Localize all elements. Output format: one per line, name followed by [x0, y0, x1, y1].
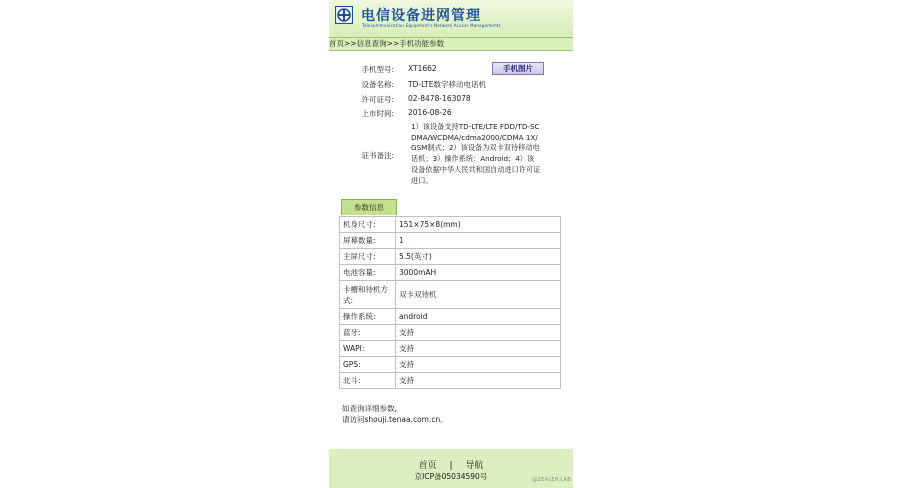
tab-param-info[interactable]: 参数信息 — [341, 199, 397, 215]
model-label: 手机型号: — [361, 65, 394, 74]
table-row — [340, 325, 561, 341]
phone-photo-button[interactable]: 手机图片 — [492, 62, 544, 75]
param-key: 操作系统: — [340, 309, 396, 325]
param-value: 5.5(英寸) — [396, 249, 561, 265]
table-row — [340, 265, 561, 281]
cert-note-value: 1）该设备支持TD-LTE/LTE FDD/TD-SCDMA/WCDMA/cdma2000/CDMA 1X/GSM制式；2）该设备为双卡双待移动电话机；3）操作系统：Android；4）该设备依据中华人民共和国自动进口许可证进口。 — [411, 122, 541, 185]
table-row — [340, 373, 561, 389]
breadcrumb-separator: >> — [344, 39, 357, 48]
param-value: 支持 — [396, 325, 561, 341]
breadcrumb-query-link[interactable]: 信息查询 — [356, 39, 387, 48]
param-value: android — [396, 309, 561, 325]
table-row — [340, 281, 561, 309]
more-info-link[interactable]: 请访问shouji.tenaa.com.cn。 — [342, 415, 448, 424]
breadcrumb-separator: >> — [386, 39, 400, 48]
breadcrumb-home-link[interactable]: 首页 — [329, 39, 344, 48]
mobile-page — [329, 0, 573, 488]
more-info-line: 如查询详细参数, — [342, 404, 397, 413]
watermark: @ZEALER.LAB — [532, 477, 571, 483]
device-name-label: 设备名称: — [361, 80, 394, 89]
cert-note-label: 证书备注: — [361, 151, 394, 160]
site-header — [329, 0, 573, 37]
footer-divider: | — [449, 461, 453, 471]
param-table — [339, 216, 561, 389]
param-key: 主屏尺寸: — [340, 249, 396, 265]
table-row — [340, 341, 561, 357]
param-value: 支持 — [396, 373, 561, 389]
site-title: 电信设备进网管理 — [361, 8, 481, 24]
device-name-value: TD-LTE数字移动电话机 — [408, 80, 487, 89]
param-key: 蓝牙: — [340, 325, 396, 341]
release-date-value: 2016-08-26 — [408, 108, 452, 117]
breadcrumb — [329, 37, 573, 51]
tenaa-logo-icon — [335, 6, 353, 24]
param-key: 北斗: — [340, 373, 396, 389]
param-value: 支持 — [396, 357, 561, 373]
param-value: 双卡双待机 — [396, 281, 561, 309]
license-value: 02-8478-163078 — [408, 94, 471, 103]
footer-nav-link[interactable]: 导航 — [465, 461, 484, 471]
param-value: 151×75×8(mm) — [396, 217, 561, 233]
site-subtitle: Telecommunication Equipment's Network Access Managements — [362, 23, 501, 28]
breadcrumb-current: 手机功能参数 — [399, 39, 445, 48]
param-value: 3000mAH — [396, 265, 561, 281]
param-key: WAPI: — [340, 341, 396, 357]
param-key: 机身尺寸: — [340, 217, 396, 233]
param-key: GPS: — [340, 357, 396, 373]
footer-home-link[interactable]: 首页 — [418, 461, 437, 471]
table-row — [340, 309, 561, 325]
site-footer — [329, 449, 573, 488]
icp-number: 京ICP备05034590号 — [414, 472, 488, 481]
param-key: 屏幕数量: — [340, 233, 396, 249]
footer-nav — [329, 458, 573, 471]
param-key: 电池容量: — [340, 265, 396, 281]
table-row — [340, 357, 561, 373]
table-row — [340, 233, 561, 249]
table-row — [340, 217, 561, 233]
param-value: 1 — [396, 233, 561, 249]
release-date-label: 上市时间: — [361, 109, 394, 118]
table-row — [340, 249, 561, 265]
param-value: 支持 — [396, 341, 561, 357]
param-key: 卡槽和待机方式: — [340, 281, 396, 309]
license-label: 许可证号: — [361, 95, 394, 104]
model-value: XT1662 — [408, 64, 437, 73]
more-info-text — [342, 403, 448, 425]
